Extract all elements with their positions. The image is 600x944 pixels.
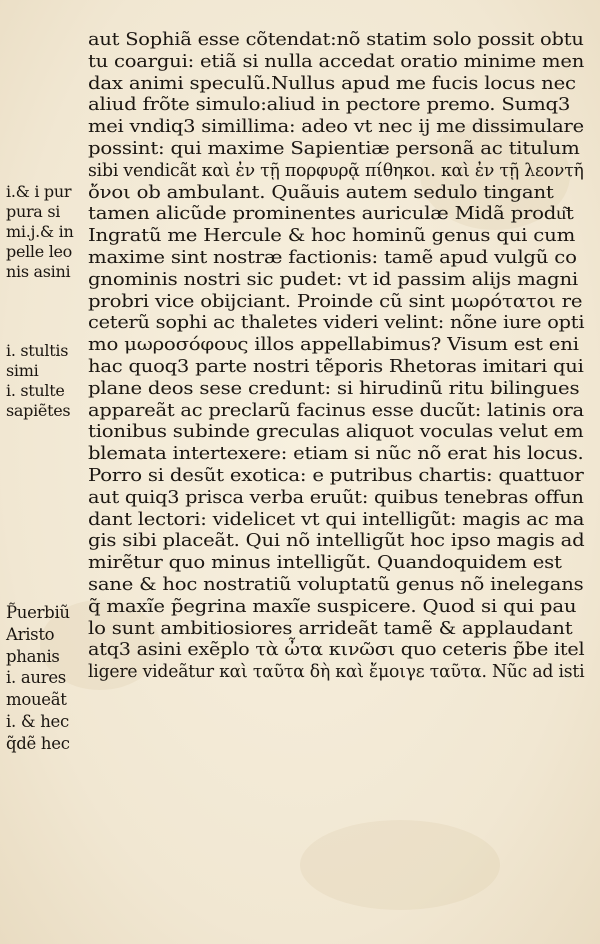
- margin-note-greek-gloss: [6, 182, 90, 282]
- text-line: dax animi speculũ.Nullus apud me fucis locus nec: [88, 73, 576, 94]
- text-line: tamen alicũde prominentes auriculæ Midã produ͂t: [88, 204, 574, 225]
- text-line: ceterũ sophi ac thaletes videri velint: nõne iure opti: [88, 313, 585, 334]
- margin-note-line: pura si: [6, 202, 61, 221]
- margin-note-line: simi: [6, 361, 39, 380]
- margin-note-line: moueãt: [6, 690, 67, 710]
- text-line: mei vndiq3 simillima: adeo vt nec ij me dissimulare: [88, 117, 584, 138]
- margin-note-stultissimi: [6, 341, 90, 421]
- text-line: aut quiq3 prisca verba eruũt: quibus tenebras offun: [88, 487, 584, 508]
- margin-note-line: i. & hec: [6, 711, 69, 731]
- text-line: aliud frõte simulo:aliud in pectore premo. Sumq3: [88, 95, 571, 116]
- text-line: sane & hoc nostratiũ voluptatũ genus nõ inelegans: [88, 574, 584, 595]
- text-line: blemata intertexere: etiam si nũc nõ erat his locus.: [88, 444, 584, 465]
- text-line: atq3 asini exẽplo τὰ ὦτα κινῶσι quo ceteris p̃be itel: [88, 640, 585, 661]
- text-line: tu coargui: etiã si nulla accedat oratio minime men: [88, 51, 585, 72]
- margin-note-line: mi.j.& in: [6, 222, 74, 241]
- margin-note-line: i.& i pur: [6, 182, 72, 201]
- paper-stain: [300, 820, 500, 910]
- text-line: Porro si desũt exotica: e putribus chartis: quattuor: [88, 465, 584, 486]
- text-line: plane deos sese credunt: si hirudinũ ritu bilingues: [88, 378, 580, 399]
- text-line: ὄνοι ob ambulant. Quãuis autem sedulo tingant: [88, 182, 554, 203]
- text-line: tionibus subinde greculas aliquot voculas velut em: [88, 422, 584, 443]
- text-line: dant lectori: videlicet vt qui intelligũt: magis ac ma: [88, 509, 585, 530]
- text-line: sibi vendicãt καὶ ἐν τῇ πορφυρᾷ πίθηκοι. καὶ ἐν τῇ λεοντῆ: [88, 160, 584, 181]
- margin-note-line: sapiẽtes: [6, 401, 71, 420]
- margin-note-proverbium: [6, 602, 90, 755]
- text-line: probri vice obijciant. Proinde cũ sint μωρότατοι re: [88, 291, 583, 312]
- margin-note-line: q̃dẽ hec: [6, 733, 70, 753]
- margin-note-line: P̃uerbiũ: [6, 603, 70, 622]
- margin-note-line: phanis: [6, 646, 60, 666]
- margin-note-line: pelle leo: [6, 242, 73, 261]
- margin-note-line: nis asini: [6, 262, 71, 281]
- text-line: Ingratũ me Hercule & hoc hominũ genus qui cum: [88, 226, 576, 247]
- text-line: q̃ maxĩe p̃egrina maxĩe suspicere. Quod si qui pau: [88, 596, 577, 617]
- text-line: gis sibi placeãt. Qui nõ intelligũt hoc ipso magis ad: [88, 531, 585, 552]
- text-line: hac quoq3 parte nostri tẽporis Rhetoras imitari qui: [88, 356, 584, 377]
- margin-note-line: i. stultis: [6, 341, 69, 360]
- margin-note-line: i. aures: [6, 668, 66, 688]
- text-line: mirẽtur quo minus intelligũt. Quandoquidem est: [88, 553, 562, 574]
- main-text-block: [88, 30, 588, 684]
- text-line: aut Sophiã esse cõtendat:nõ statim solo possit obtu: [88, 30, 584, 50]
- text-line: lo sunt ambitiosiores arrideãt tamẽ & applaudant: [88, 618, 573, 639]
- text-line: mo μωροσόφους illos appellabimus? Visum est eni: [88, 335, 579, 356]
- margin-note-line: Aristo: [6, 624, 55, 644]
- text-line: ligere videãtur καὶ ταῦτα δὴ καὶ ἔμοιγε ταῦτα. Nũc ad isti: [88, 662, 585, 683]
- text-line: maxime sint nostræ factionis: tamẽ apud vulgũ co: [88, 247, 577, 268]
- text-line: gnominis nostri sic pudet: vt id passim alijs magni: [88, 269, 578, 290]
- margin-note-line: i. stulte: [6, 381, 65, 400]
- text-line: appareãt ac preclarũ facinus esse ducũt: latinis ora: [88, 400, 584, 421]
- text-line: possint: qui maxime Sapientiæ personã ac titulum: [88, 138, 580, 159]
